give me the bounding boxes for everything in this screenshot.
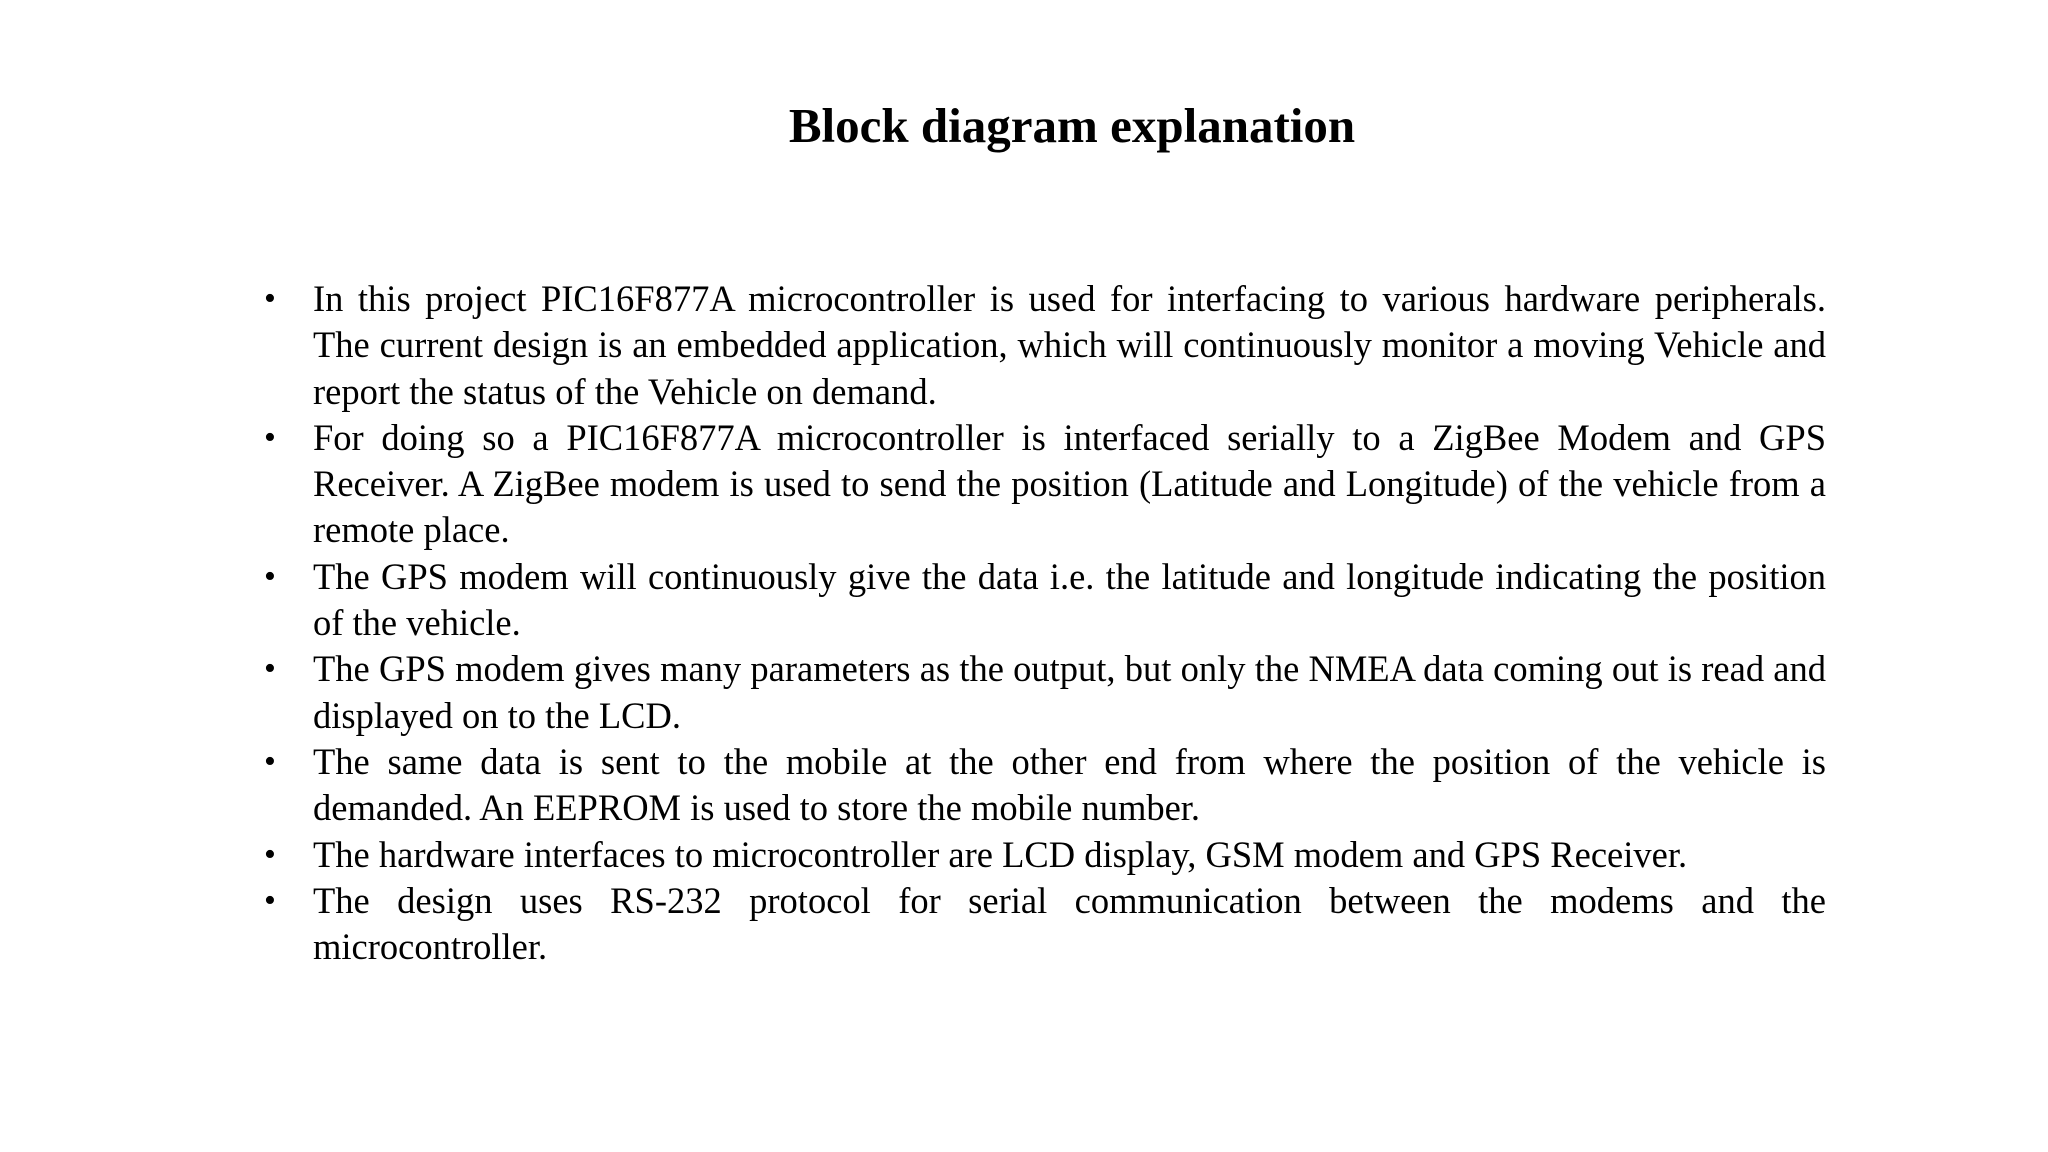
- bullet-text: In this project PIC16F877A microcontroller is used for interfacing to various hardware peripherals. The current design is an embedded application, which will continuously monitor a moving Vehicle and report the status of the Vehicle on demand.: [313, 278, 1826, 412]
- bullet-icon: •: [264, 650, 276, 688]
- bullet-text: The GPS modem gives many parameters as the output, but only the NMEA data coming out is read and displayed on to the LCD.: [313, 648, 1826, 736]
- bullet-icon: •: [264, 881, 276, 919]
- bullet-text: The GPS modem will continuously give the data i.e. the latitude and longitude indicating the position of the vehicle.: [313, 555, 1826, 644]
- bullet-item: [260, 646, 1826, 739]
- bullet-text: The same data is sent to the mobile at the other end from where the position of the vehicle is demanded. An EEPROM is used to store the mobile number.: [313, 740, 1826, 829]
- bullet-item: [260, 276, 1826, 415]
- bullet-text: The hardware interfaces to microcontroller are LCD display, GSM modem and GPS Receiver.: [313, 833, 1688, 875]
- bullet-icon: •: [264, 418, 276, 456]
- bullet-item: [260, 739, 1826, 832]
- bullet-item: [260, 554, 1826, 647]
- bullet-icon: •: [264, 835, 276, 873]
- bullet-icon: •: [264, 742, 276, 780]
- bullet-list: [260, 276, 1826, 970]
- bullet-item: [260, 415, 1826, 554]
- slide-title: Block diagram explanation: [788, 98, 1356, 153]
- bullet-icon: •: [264, 557, 276, 595]
- bullet-item: [260, 878, 1826, 971]
- bullet-text: The design uses RS-232 protocol for serial communication between the modems and the microcontroller.: [313, 879, 1826, 968]
- bullet-icon: •: [264, 280, 276, 317]
- bullet-text: For doing so a PIC16F877A microcontroller is interfaced serially to a ZigBee Modem and GPS Receiver. A ZigBee modem is used to send the position (Latitude and Longitude) of the vehicle from a remote place.: [313, 416, 1826, 551]
- bullet-item: [260, 832, 1826, 878]
